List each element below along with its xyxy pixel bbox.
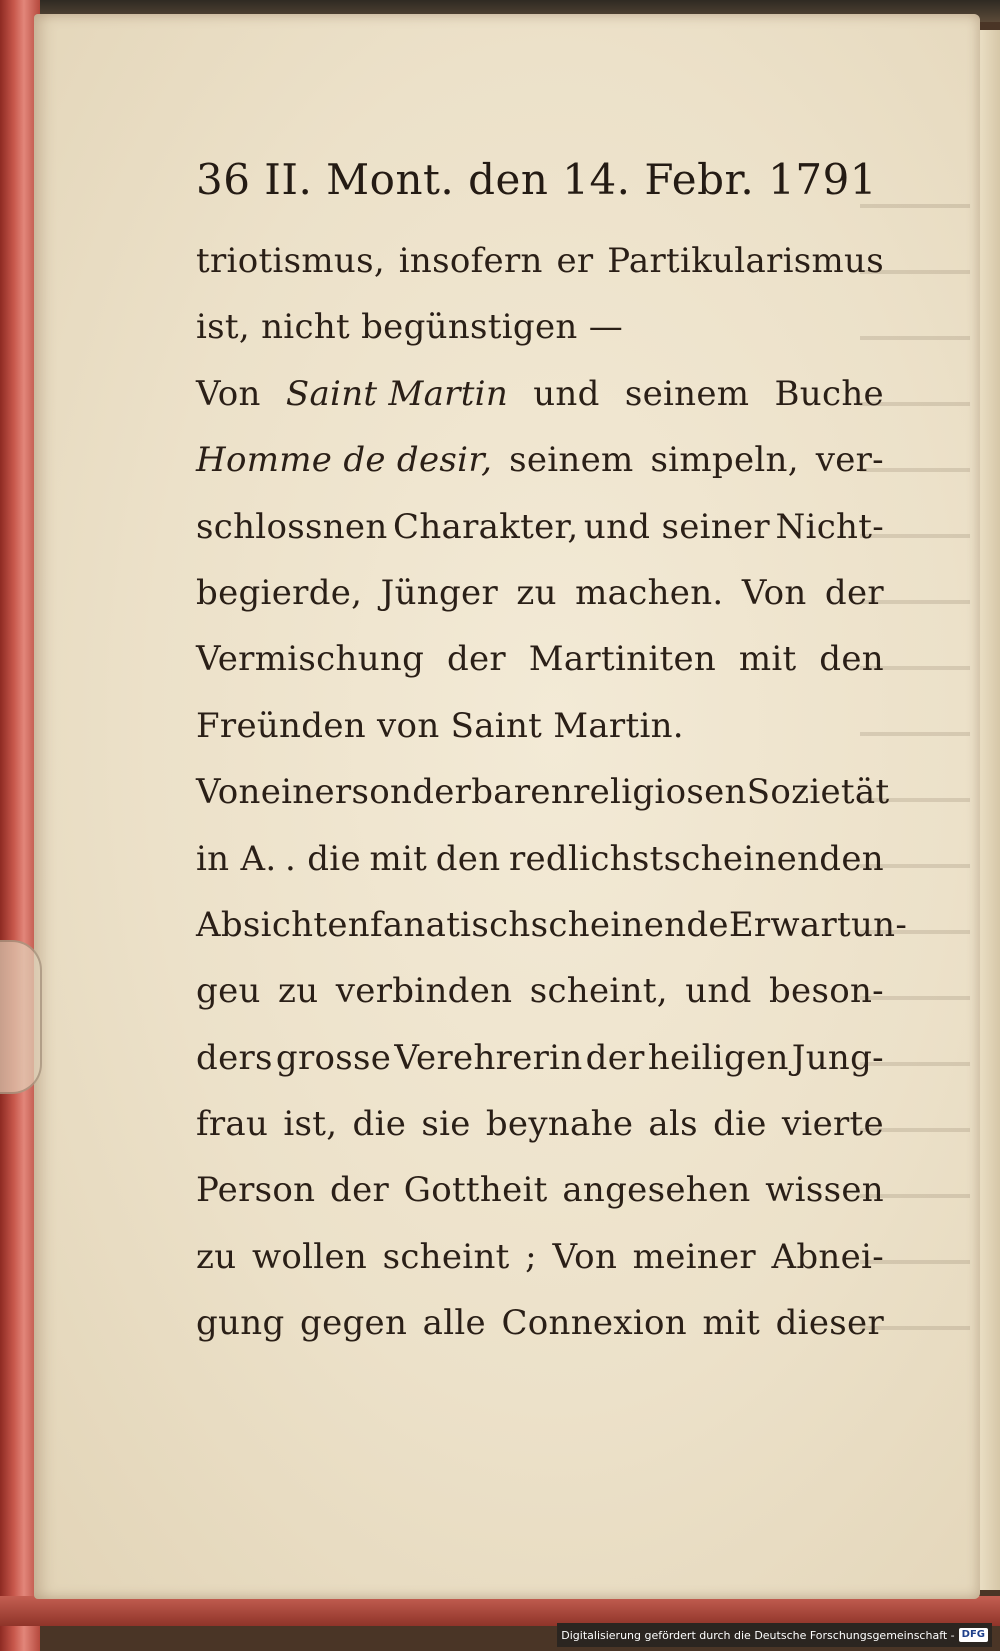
- word: Von: [196, 772, 261, 813]
- word: sonderbaren: [351, 772, 574, 813]
- word: seinem: [509, 440, 634, 481]
- dfg-logo: DFG: [959, 1628, 988, 1642]
- italic-text: Homme de desir,: [196, 440, 493, 481]
- word: seinem: [624, 373, 750, 414]
- word: Sozietät: [746, 772, 890, 813]
- text-line: [196, 1290, 884, 1356]
- word: als: [648, 1104, 698, 1145]
- word: redlichstscheinenden: [508, 838, 884, 879]
- word: Partikularismus: [607, 241, 884, 281]
- body-text: [196, 228, 908, 1357]
- word: ist, nicht begünstigen —: [196, 307, 624, 348]
- digitization-footer: [557, 1623, 992, 1647]
- word: Connexion: [501, 1303, 687, 1344]
- word: Person: [196, 1170, 316, 1211]
- word: Abnei-: [771, 1236, 884, 1277]
- word: die: [352, 1104, 407, 1145]
- word: triotismus,: [196, 241, 385, 281]
- word: mit: [738, 639, 797, 680]
- word: Absichten: [196, 904, 370, 945]
- text-line: [196, 626, 884, 692]
- word: und seiner: [583, 506, 770, 547]
- word: Jung-: [791, 1037, 884, 1078]
- attribution-text: Digitalisierung gefördert durch die Deutsche Forschungsgemeinschaft -: [561, 1628, 955, 1642]
- word: Martiniten: [528, 639, 717, 680]
- word: ders: [196, 1037, 273, 1078]
- word: alle: [422, 1303, 486, 1344]
- word: wissen: [765, 1170, 884, 1211]
- text-line: [196, 1025, 884, 1091]
- word: scheint: [382, 1236, 510, 1277]
- word: Verehrerin: [394, 1037, 583, 1078]
- text-line: [196, 560, 884, 626]
- word: den: [435, 838, 501, 879]
- word: wollen: [251, 1236, 368, 1277]
- text-line: [196, 427, 884, 493]
- word: mit: [702, 1303, 761, 1344]
- word: Jünger: [380, 572, 499, 613]
- word: und: [685, 971, 752, 1012]
- word: ver-: [815, 440, 884, 481]
- word: simpeln,: [650, 440, 799, 481]
- word: grosse: [275, 1037, 392, 1078]
- word: ist,: [283, 1104, 338, 1145]
- word: Von: [741, 572, 807, 613]
- text-line: [196, 693, 884, 759]
- word: verbinden: [335, 971, 513, 1012]
- word: in A.: [196, 838, 277, 879]
- word: der: [585, 1037, 645, 1078]
- text-line: [196, 826, 884, 892]
- word: ;: [525, 1236, 537, 1277]
- word: gung: [196, 1303, 285, 1344]
- word: beson-: [768, 971, 884, 1012]
- word: dieser: [775, 1303, 884, 1344]
- text-line: [196, 892, 908, 958]
- word: beynahe: [485, 1104, 634, 1145]
- word: und: [533, 373, 600, 414]
- word: Von: [196, 373, 261, 414]
- word: insofern: [398, 241, 543, 281]
- word: schlossnen: [196, 506, 388, 547]
- word: machen.: [575, 572, 724, 613]
- book-cover-edge-bottom: [0, 1596, 1000, 1626]
- word: scheint,: [529, 971, 668, 1012]
- word: sie: [421, 1104, 471, 1145]
- word: religiosen: [573, 772, 747, 813]
- word: heiligen: [647, 1037, 789, 1078]
- word: Erwartun-: [728, 904, 908, 945]
- word: Buche: [774, 373, 884, 414]
- text-line: [196, 1224, 884, 1290]
- word: zu: [196, 1236, 237, 1277]
- word: frau: [196, 1104, 269, 1145]
- text-line: [196, 494, 884, 560]
- word: Von: [552, 1236, 618, 1277]
- word: der: [446, 639, 506, 680]
- word: er: [556, 241, 594, 281]
- word: gegen: [300, 1303, 408, 1344]
- text-line: [196, 1157, 884, 1223]
- running-header: 36 II. Mont. den 14. Febr. 1791: [196, 155, 878, 204]
- word: . die: [285, 838, 361, 879]
- word: angesehen: [562, 1170, 751, 1211]
- text-line: [196, 958, 884, 1024]
- word: Vermischung: [196, 639, 425, 680]
- word: fanatischscheinende: [369, 904, 729, 945]
- word: Nicht-: [775, 506, 884, 547]
- word: zu: [278, 971, 319, 1012]
- text-line: [196, 294, 884, 360]
- word: Charakter,: [393, 506, 579, 547]
- word: begierde,: [196, 572, 363, 613]
- italic-text: Saint Martin: [285, 373, 509, 414]
- word: der: [824, 572, 884, 613]
- word: Gottheit: [403, 1170, 548, 1211]
- word: zu: [516, 572, 557, 613]
- page-fold-mark: [0, 940, 42, 1094]
- word: Freünden von Saint Martin.: [196, 705, 684, 746]
- word: geu: [196, 971, 261, 1012]
- text-line: [196, 228, 884, 294]
- text-line: [196, 361, 884, 427]
- word: mit: [369, 838, 428, 879]
- word: meiner: [632, 1236, 756, 1277]
- word: den: [819, 639, 884, 680]
- text-line: [196, 759, 890, 825]
- word: einer: [260, 772, 352, 813]
- word: vierte: [781, 1104, 884, 1145]
- word: der: [330, 1170, 390, 1211]
- word: die: [713, 1104, 767, 1145]
- text-line: [196, 1091, 884, 1157]
